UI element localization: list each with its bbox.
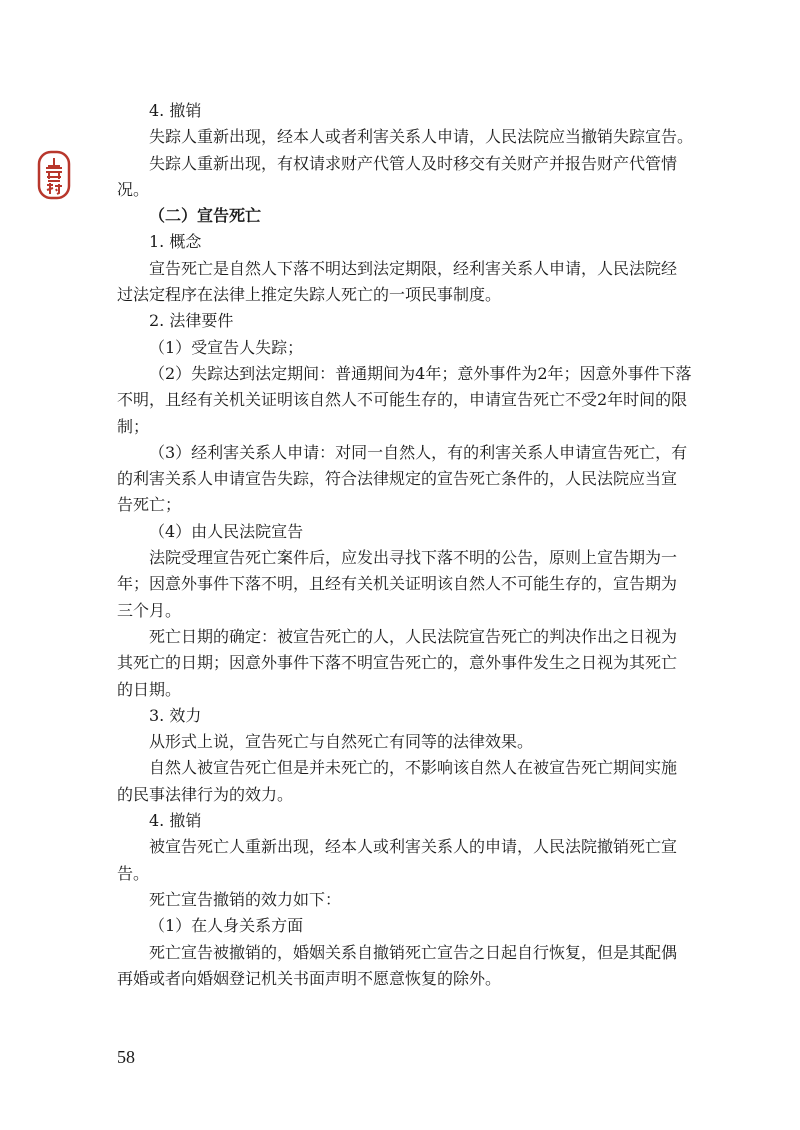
text-line: 失踪人重新出现，经本人或者利害关系人申请，人民法院应当撤销失踪宣告。 xyxy=(149,127,694,147)
text-line: 过法定程序在法律上推定失踪人死亡的一项民事制度。 xyxy=(117,285,502,305)
text-line: 的利害关系人申请宣告失踪，符合法律规定的宣告死亡条件的，人民法院应当宣 xyxy=(117,469,678,489)
text-line: 2. 法律要件 xyxy=(149,311,234,331)
text-line: 年；因意外事件下落不明，且经有关机关证明该自然人不可能生存的，宣告期为 xyxy=(117,574,678,594)
text-line: 况。 xyxy=(117,179,150,199)
text-line: （2）失踪达到法定期间：普通期间为4年；意外事件为2年；因意外事件下落 xyxy=(149,363,692,383)
text-line: 不明，且经有关机关证明该自然人不可能生存的，申请宣告死亡不受2年时间的限 xyxy=(117,390,688,410)
text-line: 法院受理宣告死亡案件后，应发出寻找下落不明的公告，原则上宣告期为一 xyxy=(149,548,678,568)
text-line: 三个月。 xyxy=(117,600,182,620)
text-line: 1. 概念 xyxy=(149,232,202,252)
document-body xyxy=(117,98,699,992)
text-line: （4）由人民法院宣告 xyxy=(149,521,304,541)
text-line: （1）在人身关系方面 xyxy=(149,916,304,936)
text-line: 死亡宣告撤销的效力如下： xyxy=(149,889,342,909)
text-line: 4. 撤销 xyxy=(149,101,202,120)
text-line: 制； xyxy=(117,416,150,436)
text-line: 死亡日期的确定：被宣告死亡的人，人民法院宣告死亡的判决作出之日视为 xyxy=(149,626,678,646)
text-line: 3. 效力 xyxy=(149,705,202,725)
page-number: 58 xyxy=(117,1047,135,1067)
publisher-seal-logo xyxy=(37,150,71,200)
text-line: 死亡宣告被撤销的，婚姻关系自撤销死亡宣告之日起自行恢复，但是其配偶 xyxy=(149,942,678,962)
text-line: （1）受宣告人失踪； xyxy=(149,337,304,357)
text-line: 告。 xyxy=(117,863,150,883)
text-line: 告死亡； xyxy=(117,495,182,515)
text-line: 4. 撤销 xyxy=(149,811,202,831)
text-line: 宣告死亡是自然人下落不明达到法定期限，经利害关系人申请，人民法院经 xyxy=(149,258,678,278)
text-line: 的日期。 xyxy=(117,679,182,699)
text-line: 的民事法律行为的效力。 xyxy=(117,784,294,804)
text-line: 其死亡的日期；因意外事件下落不明宣告死亡的，意外事件发生之日视为其死亡 xyxy=(117,653,678,673)
text-line: （3）经利害关系人申请：对同一自然人，有的利害关系人申请宣告死亡，有 xyxy=(149,442,688,462)
seal-icon xyxy=(37,150,71,200)
text-line: 自然人被宣告死亡但是并未死亡的，不影响该自然人在被宣告死亡期间实施 xyxy=(149,758,678,778)
text-line: 失踪人重新出现，有权请求财产代管人及时移交有关财产并报告财产代管情 xyxy=(149,153,678,173)
text-line: 被宣告死亡人重新出现，经本人或利害关系人的申请，人民法院撤销死亡宣 xyxy=(149,837,678,857)
text-line: 从形式上说，宣告死亡与自然死亡有同等的法律效果。 xyxy=(149,732,534,752)
text-line: 再婚或者向婚姻登记机关书面声明不愿意恢复的除外。 xyxy=(117,968,502,988)
section-heading: （二）宣告死亡 xyxy=(149,206,262,226)
